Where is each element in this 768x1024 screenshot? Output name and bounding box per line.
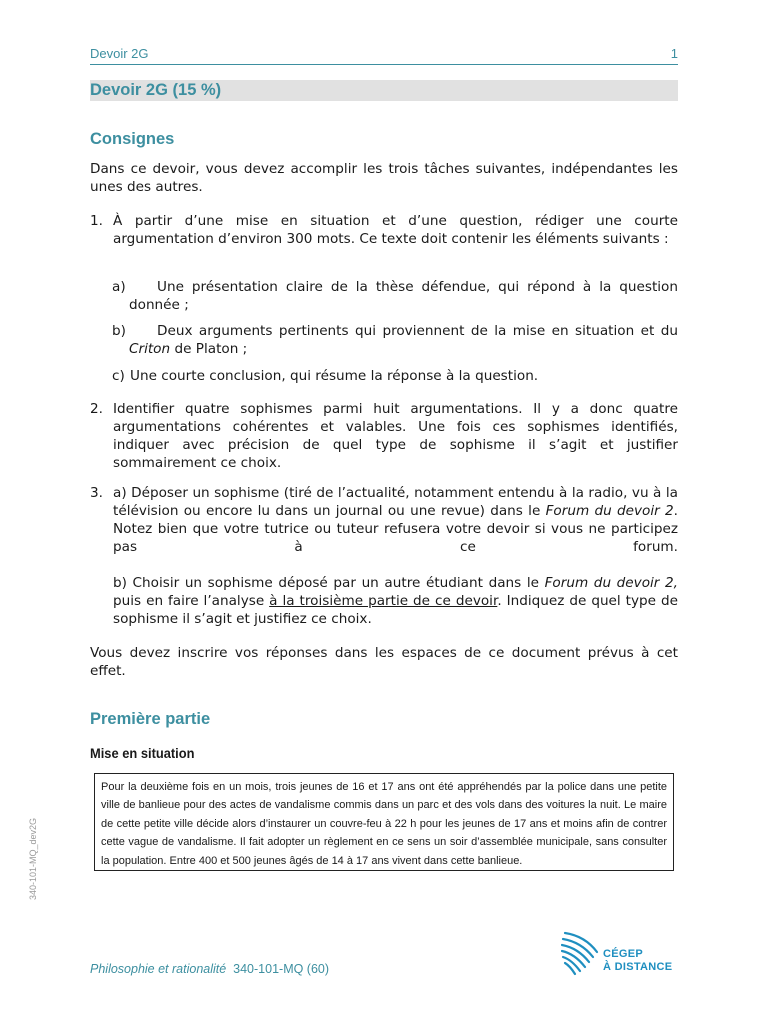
intro-paragraph: Dans ce devoir, vous devez accomplir les trois tâches suivantes, indépendantes les unes des autres.	[90, 161, 678, 195]
task-1-subitem-b	[112, 322, 678, 358]
subitem-a-text: Une présentation claire de la thèse défendue, qui répond à la question donnée ;	[129, 279, 678, 313]
forum-name-b: Forum du devoir 2,	[544, 575, 678, 591]
section-heading-premiere-partie: Première partie	[90, 710, 211, 728]
task-3-part-a	[113, 484, 678, 556]
header-doc-name: Devoir 2G	[90, 46, 149, 61]
logo-waves-icon	[561, 930, 601, 978]
task-1-text: À partir d’une mise en situation et d’une question, rédiger une courte argumentation d’environ 300 mots. Ce texte doit contenir les éléments suivants :	[113, 213, 678, 247]
task-2	[90, 400, 678, 472]
task-1-number: 1.	[90, 213, 103, 229]
section-heading-consignes: Consignes	[90, 130, 175, 148]
side-document-code: 340-101-MQ_dev2G	[28, 817, 38, 900]
header-page-number: 1	[670, 46, 678, 61]
subitem-b-letter: b)	[112, 323, 126, 339]
document-title: Devoir 2G (15 %)	[90, 80, 678, 101]
running-header	[90, 46, 678, 65]
task-1-subitem-c	[112, 367, 678, 385]
subitem-a-letter: a)	[112, 279, 126, 295]
task-3	[90, 484, 678, 628]
task-3-number: 3.	[90, 485, 103, 501]
task-2-number: 2.	[90, 401, 103, 417]
mise-en-situation-text: Pour la deuxième fois en un mois, trois jeunes de 16 et 17 ans ont été appréhendés par la police dans une petite ville de banlieue pour des actes de vandalisme commis dans un parc et des vols dans des voitures la nuit. Le maire de cette petite ville décide alors d’instaurer un couvre-feu à 22 h pour les jeunes de 17 ans et moins afin de contrer cette vague de vandalisme. Il fait adopter un règlement en ce sens un soir d’assemblée municipale, sans consulter la population. Entre 400 et 500 jeunes âgés de 14 à 17 ans vivent dans cette banlieue.	[101, 781, 667, 867]
mise-en-situation-box	[94, 773, 674, 871]
logo-line-1: CÉGEP	[603, 948, 644, 960]
criton-title: Criton	[129, 341, 171, 357]
forum-name-a: Forum du devoir 2	[545, 503, 674, 519]
task-3-part-b-mid: puis en faire l’analyse	[113, 593, 270, 609]
third-part-reference: à la troisième partie de ce devoir	[269, 593, 498, 609]
footer-course-name: Philosophie et rationalité	[90, 962, 227, 976]
subitem-b-text-end: de Platon ;	[170, 341, 248, 357]
logo-wordmark	[603, 948, 672, 974]
footer-course-code: 340-101-MQ (60)	[233, 962, 330, 976]
subitem-b-text	[112, 322, 678, 358]
logo-line-2: À DISTANCE	[603, 961, 673, 973]
page-footer	[90, 962, 329, 976]
task-3-part-a-end: . Notez bien que votre tutrice ou tuteur refusera votre devoir si vous ne participez pas à ce forum.	[113, 503, 678, 555]
subitem-b-text-start: Deux arguments pertinents qui proviennent de la mise en situation et du	[157, 323, 678, 339]
task-3-part-b	[113, 574, 678, 628]
subitem-c-letter: c)	[112, 368, 125, 384]
cegep-a-distance-logo	[561, 930, 681, 978]
mise-en-situation-heading: Mise en situation	[90, 745, 195, 761]
task-1-subitem-a	[112, 278, 678, 314]
task-3-part-b-end: . Indiquez de quel type de sophisme il s’agit et justifiez ce choix.	[113, 593, 679, 627]
task-2-text: Identifier quatre sophismes parmi huit argumentations. Il y a donc quatre argumentations cohérentes et valables. Une fois ces sophismes identifiés, indiquer avec précision de quel type de sophisme il s’agit et justifier sommairement ce choix.	[113, 401, 678, 471]
task-1	[90, 212, 678, 248]
closing-paragraph: Vous devez inscrire vos réponses dans les espaces de ce document prévus à cet effet.	[90, 645, 678, 679]
subitem-c-text: Une courte conclusion, qui résume la réponse à la question.	[130, 368, 539, 384]
task-3-part-b-start: b) Choisir un sophisme déposé par un autre étudiant dans le	[113, 575, 545, 591]
task-3-part-a-start: a) Déposer un sophisme (tiré de l’actualité, notamment entendu à la radio, vu à la télévision ou encore lu dans un journal ou une revue) dans le	[113, 485, 678, 519]
